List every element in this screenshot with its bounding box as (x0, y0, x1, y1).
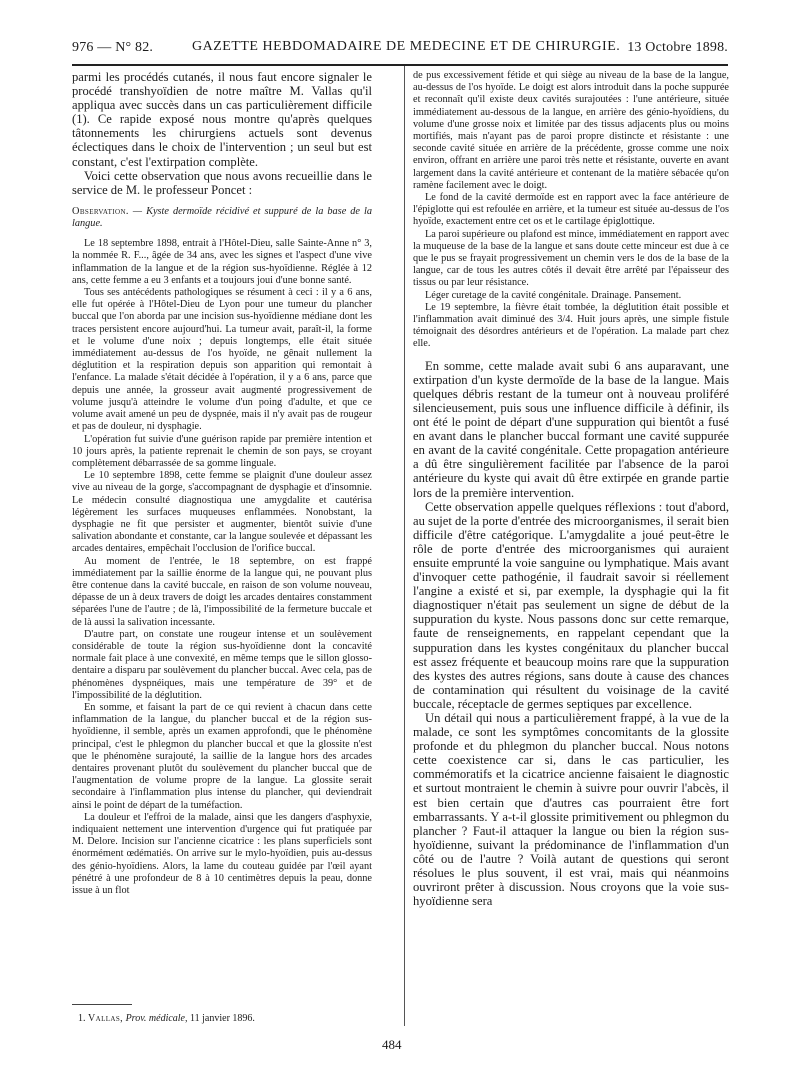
page-issue-number: 976 — N° 82. (72, 40, 154, 55)
footnote-source: Prov. médicale, (125, 1013, 188, 1024)
observation-paragraph: Au moment de l'entrée, le 18 septembre, on est frappé immédiatement par la saillie énorme de la langue qui, ne pouvant plus être contenue dans la cavité buccale, en raison de son volume nouveau, dépasse de un à deux travers de doigt les arcades dentaires constamment séparées l'une de l'autre ; de là, l'impossibilité de la fermeture buccale et de là aussi la salivation incessante. (72, 555, 372, 628)
page-number: 484 (382, 1037, 402, 1052)
observation-label: Observation. (72, 205, 129, 217)
footnote-author: Vallas, (88, 1013, 124, 1024)
observation-continuation (413, 70, 729, 351)
observation-paragraph: Le 19 septembre, la fièvre était tombée, la déglutition était possible et l'inflammation avait diminué des 3/4. Huit jours après, une simple fistule témoignait des désordres antérieurs et de l'opération. La malade part chez elle. (413, 301, 729, 350)
footnote-number: 1. (78, 1013, 86, 1024)
discussion-paragraph: Cette observation appelle quelques réflexions : tout d'abord, au sujet de la porte d'entrée des microorganismes, il serait bien difficile d'être catégorique. L'amygdalite a joué peut-être le rôle de porte d'entrée des microorganismes qui auraient ensuite emprunté la voie sanguine ou lymphatique. Mais avant d'invoquer cette pathogénie, il faudrait savoir si réellement l'angine a existé et si, par exemple, la dysphagie qui la fit diagnostiquer n'était pas seulement un signe de début de la suppuration du kyste. Nous passons donc sur cette remarque, faute de renseignements, en rappelant cependant que la suppuration dans les kystes congénitaux du plancher buccal est assez fréquente et beaucoup moins rare que la suppuration des kystes des autres régions, sans doute à cause des chances de contamination qui résultent du voisinage de la cavité buccale, réceptacle de germes septiques par excellence. (413, 499, 729, 711)
observation-heading (72, 206, 372, 230)
discussion-paragraph: En somme, cette malade avait subi 6 ans auparavant, une extirpation d'un kyste dermoïde de la base de la langue. Mais quelques débris restant de la tumeur ont à nouveau proliféré silencieusement, puis sous une influence difficile à définir, ils ont été le point de départ d'une suppuration qui bientôt a fusé en avant dans le plancher buccal formant une cavité suppurée en avant de la cavité congénitale. Cette propagation antérieure a dû être singulièrement facilitée par l'absence de la paroi antérieure du kyste qui avait dû être extirpée en grande partie lors de la première intervention. (413, 358, 729, 500)
footnote-rule (72, 1004, 132, 1005)
column-divider (404, 66, 405, 1026)
intro-paragraph: parmi les procédés cutanés, il nous faut encore signaler le procédé transhyoïdien de notre maître M. Vallas qu'il appliqua avec succès dans un cas particulièrement difficile (1). Ce rapide exposé nous montre qu'après quelques tâtonnements les chirurgiens actuels sont devenus éclectiques dans le choix de l'intervention ; un seul but est constant, c'est l'extirpation complète. (72, 70, 372, 169)
right-column (413, 70, 729, 1025)
observation-paragraph: Le 10 septembre 1898, cette femme se plaignit d'une douleur assez vive au niveau de la gorge, s'accompagnant de dysphagie et d'insomnie. Le médecin consulté diagnostiqua une amygdalite et cautérisa légèrement les surfaces muqueuses enflammées. Nonobstant, la dysphagie ne fit que persister et augmenter, bientôt suivie d'une salivation abondante et constante, car la langue soulevée et dépassant les arcades dentaires, empêchait l'occlusion de l'orifice buccal. (72, 470, 372, 555)
observation-paragraph: La douleur et l'effroi de la malade, ainsi que les dangers d'asphyxie, indiquaient nettement une intervention d'urgence qui fut pratiquée par M. Delore. Incision sur l'ancienne cicatrice : les plans superficiels sont énormément œdématiés. On arrive sur le mylo-hyoïdien, puis au-dessus des génio-hyoïdiens. Alors, la lame du couteau guidée par l'œil ayant pénétré à une profondeur de 8 à 10 centimètres depuis la peau, donne issue à un flot (72, 811, 372, 897)
observation-paragraph: La paroi supérieure ou plafond est mince, immédiatement en rapport avec la muqueuse de la base de la langue et sans doute cette minceur est due à ce que le pus se frayait progressivement un chemin vers le dos de la base de la langue, car de tous les autres côtés il devait être arrêté par l'épaisseur des tissus ou par leur résistance. (413, 228, 729, 289)
page-header (72, 36, 728, 58)
discussion-paragraph: Un détail qui nous a particulièrement frappé, à la vue de la malade, ce sont les symptômes concomitants de la glossite profonde et du phlegmon du plancher buccal. Nous notons cette coexistence car si, dans le cas particulier, les commémoratifs et la cicatrice ancienne faisaient le diagnostic et surtout montraient le chemin à suivre pour ouvrir l'abcès, il est bien certain que d'autres cas pourraient être fort embarrassants. Y a-t-il glossite primitivement ou phlegmon du plancher ? Faut-il attaquer la langue ou bien la région sus-hyoïdienne, suivant la prédominance de l'inflammation d'un côté ou de l'autre ? Voilà autant de questions qui seront résolues le plus souvent, il est vrai, mais qui néanmoins ouvriront prêter à discussion. Nous croyons que la voie sus-hyoïdienne sera (413, 711, 729, 909)
observation-paragraph: Tous ses antécédents pathologiques se résument à ceci : il y a 6 ans, elle fut opérée à l'Hôtel-Dieu de Lyon pour une tumeur du plancher buccal que l'on aborda par une incision sus-hyoïdienne médiane dont les traces persistent encore aujourd'hui. La tumeur avait, paraît-il, la forme et le volume d'une noix ; depuis longtemps, elle était située immédiatement au-dessus de l'os hyoïde, ne gênait nullement la déglutition et la respiration depuis son apparition qui remontait à l'enfance. La malade s'était décidée à l'opération, il y a 6 ans, parce que depuis une année, la grosseur avait augmenté progressivement de volume jusqu'à atteindre le volume d'un poing d'adulte, et que ce volume avait amené un peu de dyspnée, mais il n'y avait pas de rougeur et pas de douleur, ni dysphagie. (72, 287, 372, 433)
observation-paragraph: Le 18 septembre 1898, entrait à l'Hôtel-Dieu, salle Sainte-Anne n° 3, la nommée R. F..., âgée de 34 ans, avec les signes et l'aspect d'une vive inflammation de la langue et de la région sus-hyoïdienne. Réglée à 12 ans, cette femme a eu 3 enfants et a toujours joui d'une bonne santé. (72, 238, 372, 286)
observation-paragraph: En somme, et faisant la part de ce qui revient à chacun dans cette inflammation de la langue, du plancher buccal et de la région sus-hyoïdienne, il semble, après un examen approfondi, que le phénomène principal, c'est le phlegmon du plancher buccal et que la glossite n'est que le phénomène surajouté, la saillie de la langue hors des arcades dentaires provenant plutôt du soulèvement du plancher buccal que de l'augmentation de volume propre de la langue. La glossite serait secondaire à l'inflammation plus intense du plancher, qui deviendrait ainsi le point de départ de la tuméfaction. (72, 701, 372, 811)
journal-title: GAZETTE HEBDOMADAIRE DE MEDECINE ET DE CHIRURGIE. (192, 39, 621, 54)
observation-paragraph: L'opération fut suivie d'une guérison rapide par première intention et 10 jours après, la patiente reprenait le chemin de son pays, se croyant complètement débarrassée de sa gomme linguale. (72, 433, 372, 469)
header-rule (72, 64, 728, 66)
observation-paragraph: Le fond de la cavité dermoïde est en rapport avec la face antérieure de l'épiglotte qui est refoulée en arrière, et la tumeur est située au-dessus de l'os hyoïde, exactement entre cet os et le cartilage épiglottique. (413, 192, 729, 228)
footnote-date: 11 janvier 1896. (190, 1013, 255, 1024)
issue-date: 13 Octobre 1898. (627, 40, 728, 55)
discussion-block (413, 359, 729, 909)
footnote (78, 1013, 398, 1025)
observation-paragraph: Léger curetage de la cavité congénitale. Drainage. Pansement. (425, 289, 682, 301)
intro-paragraph: Voici cette observation que nous avons recueillie dans le service de M. le professeur Poncet : (72, 168, 372, 197)
intro-block (72, 70, 372, 197)
observation-title: — Kyste dermoïde récidivé et suppuré de la base de la langue. (72, 205, 373, 230)
observation-paragraph: de pus excessivement fétide et qui siège au niveau de la base de la langue, au-dessus de l'os hyoïde. Le doigt est alors introduit dans la poche suppurée et reconnaît qu'il existe deux cavités surajoutées : l'une antérieure, située immédiatement au-dessous de la langue, en arrière des génio-hyoïdiens, du volume d'une grosse noix et limitée par des tissus adjacents plus ou moins mortifiés, mais n'ayant pas de paroi propre distincte et résistante : une seconde cavité située en arrière de la précédente, grosse comme une noix environ, offrant en arrière une paroi très nette et résistante, ouverte en avant largement dans la cavité antérieure et contenant de la matière sébacée qu'on ramène facilement avec le doigt. (413, 70, 729, 191)
left-column (72, 70, 372, 1025)
observation-paragraph: D'autre part, on constate une rougeur intense et un soulèvement considérable de toute la région sus-hyoïdienne dont la concavité normale fait place à une convexité, en même temps que le sillon glosso-dentaire a disparu par soulèvement du plancher buccal. Avec cela, pas de phénomènes dyspnéiques, mais une température de 39° et de l'impossibilité de la déglutition. (72, 628, 372, 701)
